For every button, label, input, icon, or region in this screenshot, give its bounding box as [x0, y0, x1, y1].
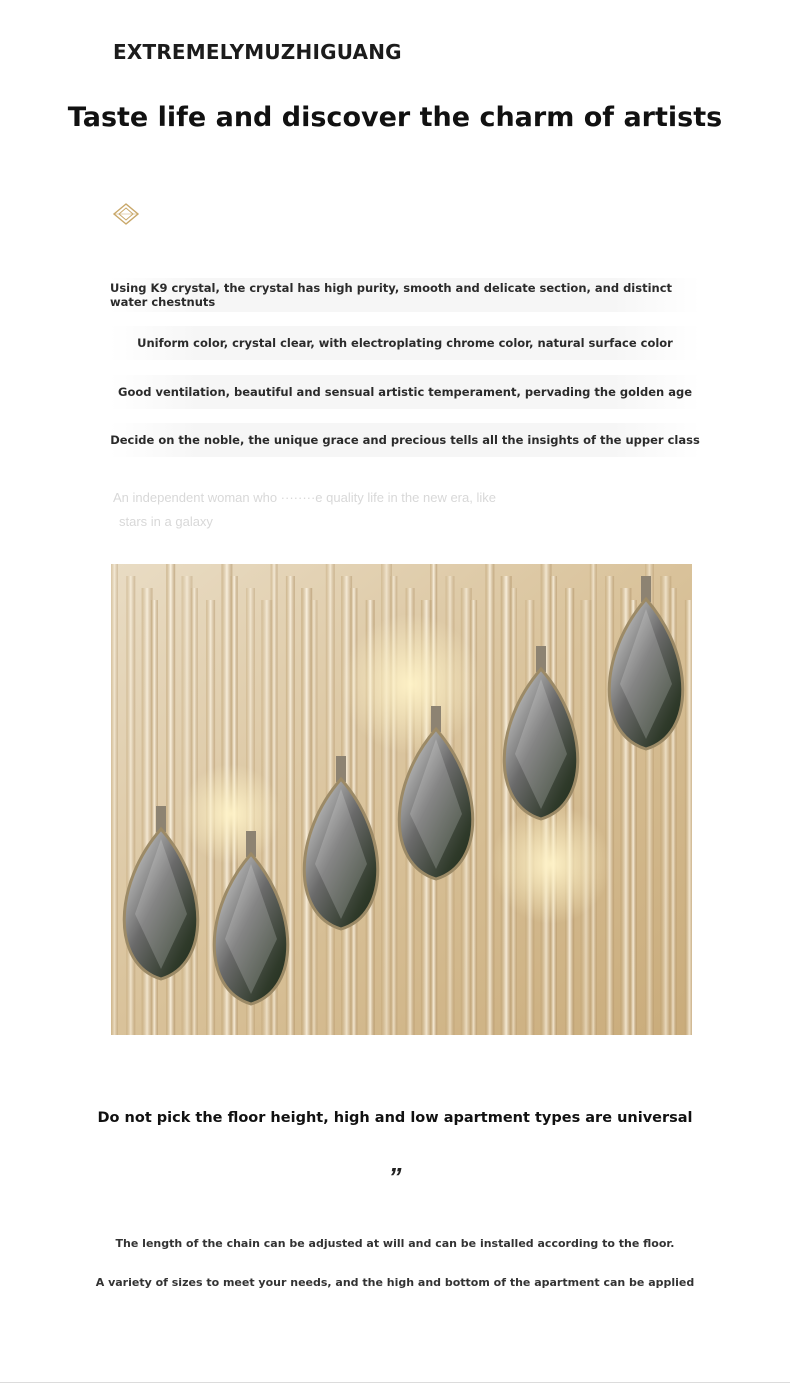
crystal-chandelier-photo: [111, 564, 692, 1035]
note-line-1: The length of the chain can be adjusted at will and can be installed according to the floor.: [115, 1237, 675, 1250]
brand-name: EXTREMELYMUZHIGUANG: [113, 40, 402, 64]
diamond-ornament-icon: [112, 202, 140, 226]
feature-line-3: Good ventilation, beautiful and sensual artistic temperament, pervading the golden age: [110, 375, 700, 409]
feature-line-2: Uniform color, crystal clear, with electroplating chrome color, natural surface color: [110, 326, 700, 360]
headline: Taste life and discover the charm of artists: [67, 102, 723, 133]
crystal-rod: [286, 576, 295, 1035]
crystal-rod: [111, 564, 118, 1035]
feature-line-1: Using K9 crystal, the crystal has high purity, smooth and delicate section, and distinct water chestnuts: [110, 278, 700, 312]
faded-tagline-line-1: An independent woman who ········e quality life in the new era, like: [113, 490, 496, 505]
crystal-rod: [685, 600, 692, 1035]
section-subheading: Do not pick the floor height, high and low apartment types are universal: [97, 1110, 693, 1126]
crystal-rod: [126, 576, 135, 1035]
footer-divider: [0, 1382, 790, 1383]
crystal-rod: [485, 564, 494, 1035]
feature-line-4: Decide on the noble, the unique grace and precious tells all the insights of the upper class: [110, 423, 700, 457]
crystal-rod: [605, 576, 614, 1035]
crystal-rod: [590, 564, 597, 1035]
quote-mark: ”: [388, 1162, 402, 1192]
crystal-rod: [510, 588, 517, 1035]
faded-tagline: [113, 486, 573, 534]
faded-tagline-line-2: stars in a galaxy: [119, 514, 213, 529]
note-line-2: A variety of sizes to meet your needs, and the high and bottom of the apartment can be applied: [95, 1276, 695, 1289]
